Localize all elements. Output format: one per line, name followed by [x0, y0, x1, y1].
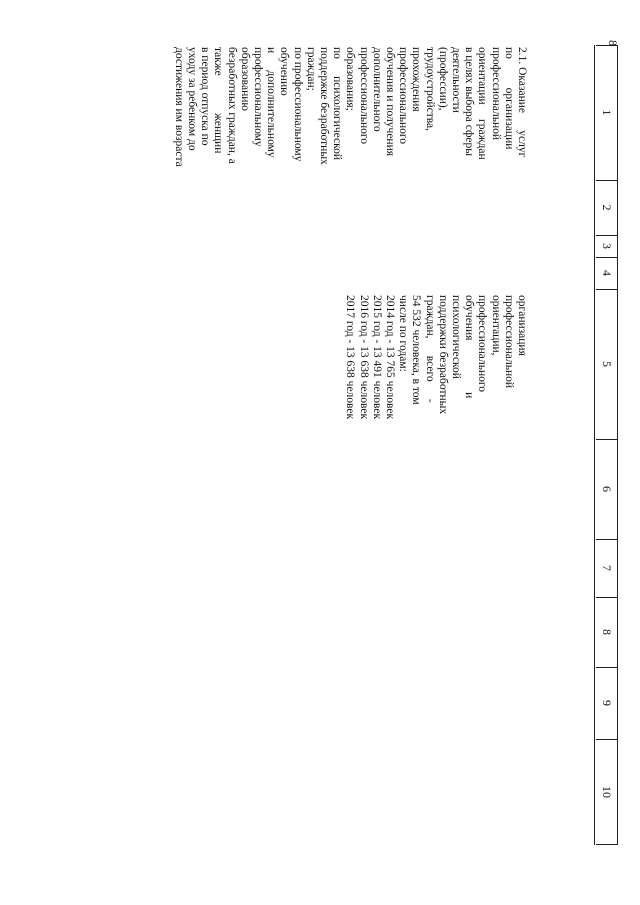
col5-line: психологической [449, 295, 462, 379]
col1-line: и дополнительному [265, 47, 278, 158]
row-2-1-col1 [172, 47, 528, 172]
col5-line: 2015 год - 13 491 человек [370, 295, 383, 420]
col1-line: профессионального [357, 47, 370, 145]
header-separator [596, 844, 618, 845]
column-number: 2 [600, 204, 614, 211]
row-prev [532, 45, 592, 845]
col5-line: граждан, всего - [423, 295, 436, 403]
col1-line: профессиональному [251, 47, 264, 147]
col1-line: поддержке безработных [317, 47, 330, 165]
column-number: 6 [600, 486, 614, 492]
col1-line: (профессии), [436, 47, 449, 111]
col5-line: профессионального [476, 295, 489, 393]
col5-line: 54 532 человека, в том [410, 295, 423, 405]
landscape-table [128, 45, 618, 845]
column-number: 9 [600, 700, 614, 706]
column-numbers [596, 45, 618, 845]
column-number: 10 [600, 786, 614, 798]
col1-line: ориентации граждан [476, 47, 489, 160]
column-number: 8 [600, 629, 614, 635]
col1-line: профессиональной [489, 47, 502, 141]
col1-line: по организации [502, 47, 515, 150]
col1-line: также женщин [212, 47, 225, 154]
col5-line: числе по годам: [397, 295, 410, 372]
col5-line: организация [516, 295, 528, 356]
col1-line: профессионального [397, 47, 410, 145]
col1-line: уходу за ребенком до [185, 47, 198, 151]
col1-line: граждан; [304, 47, 317, 91]
col1-line: безработных граждан, а [225, 47, 238, 164]
col1-line: по психологической [331, 47, 344, 161]
col1-line: обучения и получения [383, 47, 396, 157]
col1-line: обучению [278, 47, 291, 96]
col1-line: 2.1. Оказание услуг [516, 47, 528, 158]
col5-line: обучения и [463, 295, 476, 399]
col5-line: 2014 год - 13 765 человек [383, 295, 396, 420]
col5-line: 2017 год - 13 638 человек [344, 295, 357, 420]
column-number: 5 [600, 361, 614, 367]
col1-line: образованию [238, 47, 251, 111]
column-number: 3 [600, 243, 614, 249]
row-2-1-col5 [343, 295, 528, 435]
col1-line: трудоустройства, [423, 47, 436, 132]
col1-line: по профессиональному [291, 47, 304, 162]
col5-line: профессиональной [502, 295, 515, 389]
col1-line: в период отпуска по [199, 47, 212, 146]
col1-line: дополнительного [370, 47, 383, 132]
col1-line: образования; [344, 47, 357, 111]
col5-line: 2016 год - 13 638 человек [357, 295, 370, 420]
column-number: 7 [600, 565, 614, 571]
row-2-1 [148, 45, 528, 845]
col1-line: в целях выбора сферы [463, 47, 476, 156]
col1-line: прохождения [410, 47, 423, 112]
col5-line: ориентации, [489, 295, 502, 356]
column-number: 1 [600, 109, 614, 116]
col1-line: деятельности [449, 47, 462, 113]
col5-line: поддержки безработных [436, 295, 449, 415]
col1-line: достижения им возраста [172, 47, 185, 167]
column-number: 4 [600, 270, 614, 276]
page-number: 8 [606, 40, 620, 46]
